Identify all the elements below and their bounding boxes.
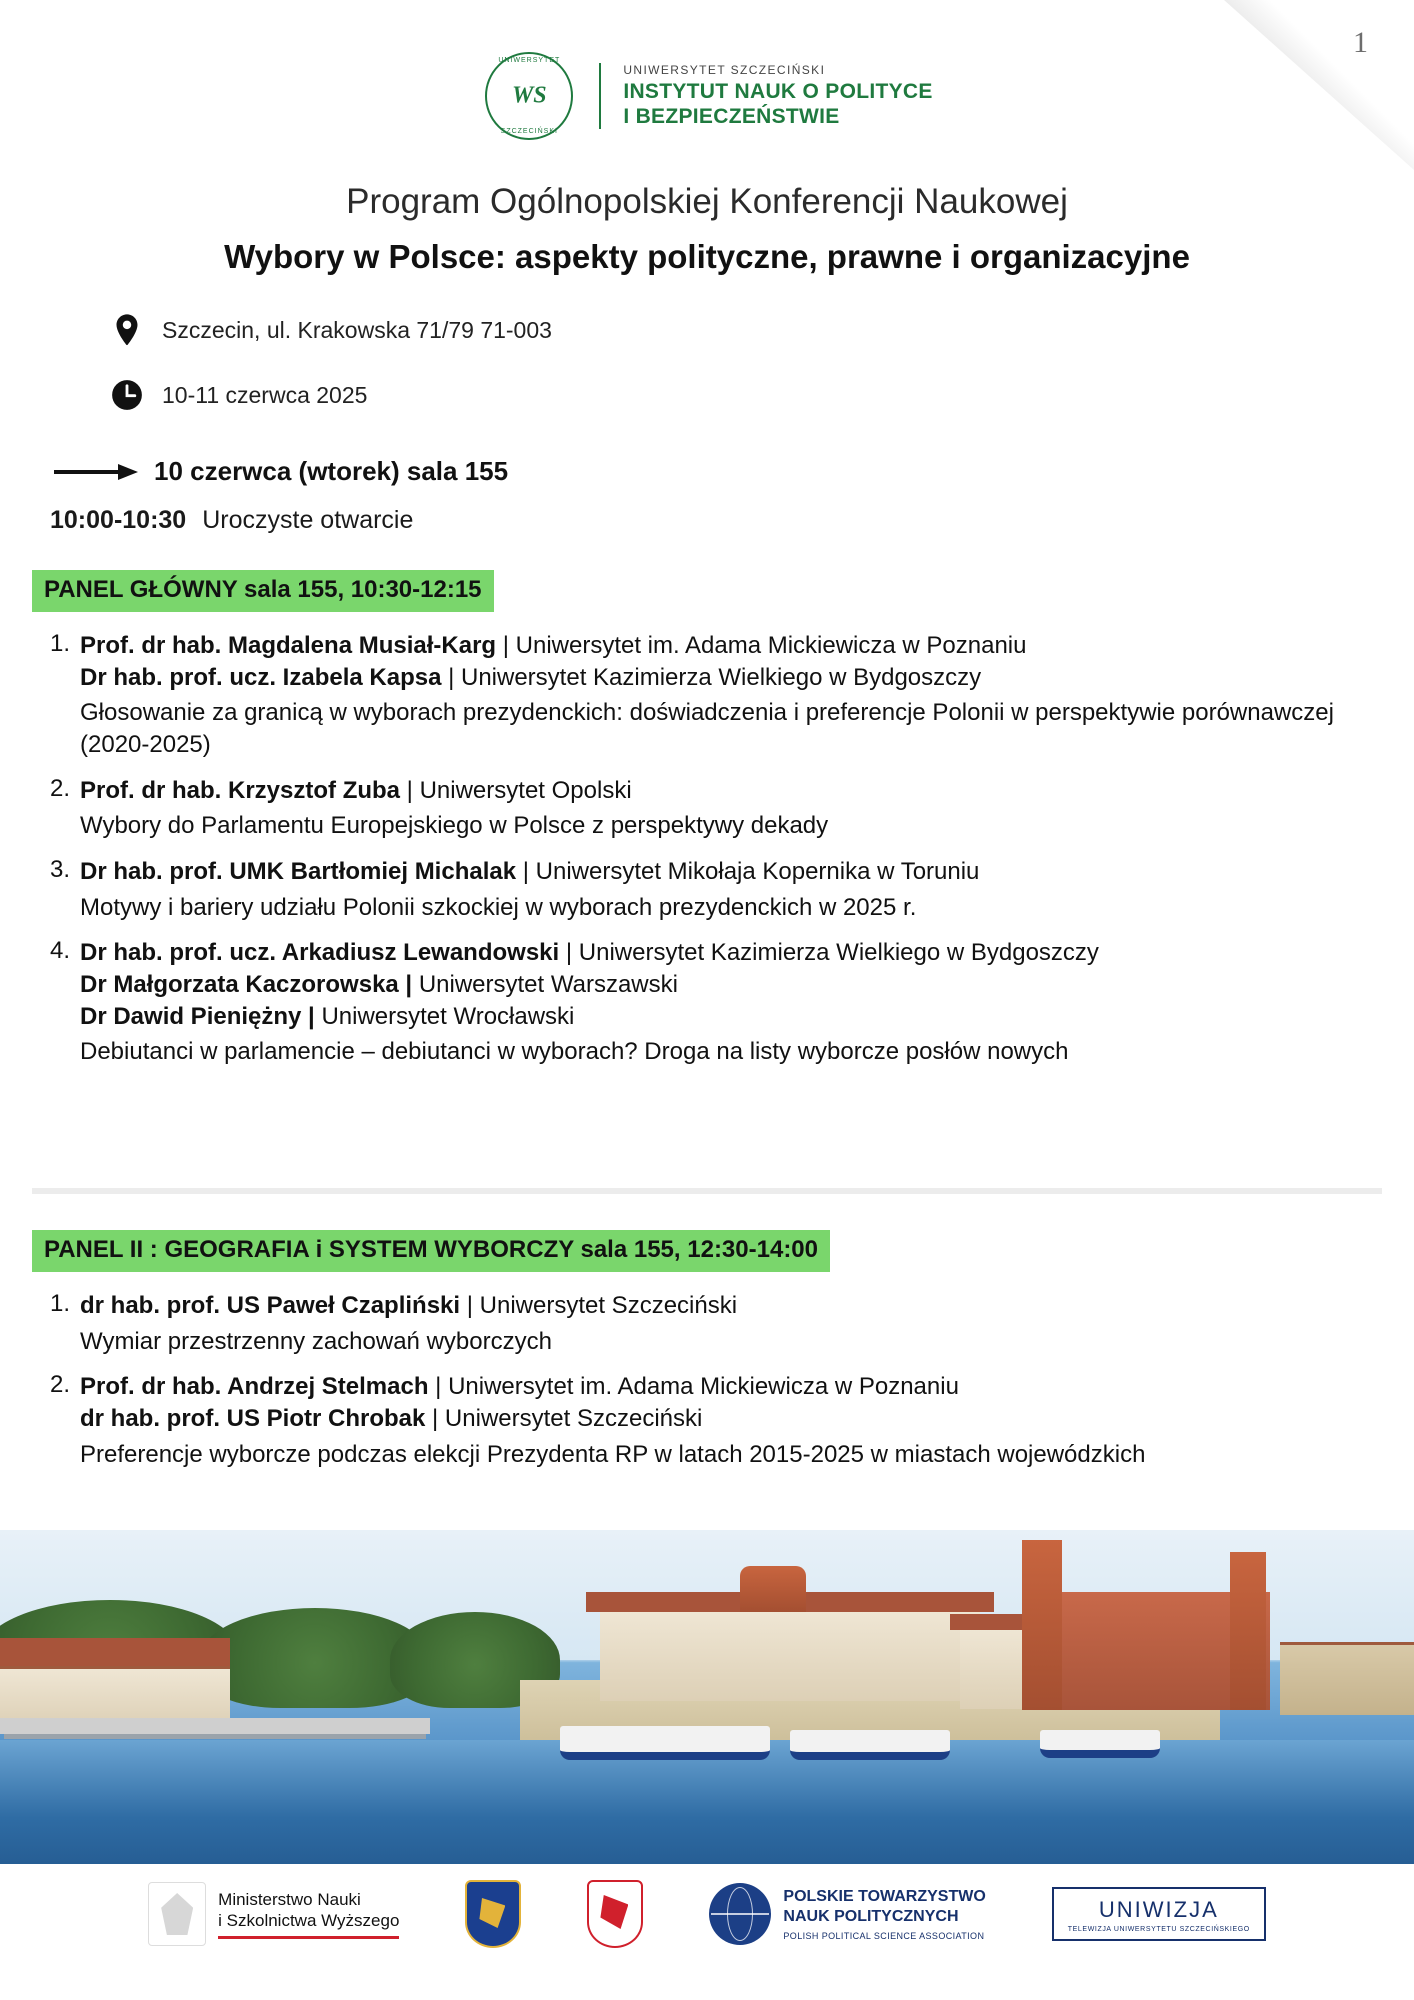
paper-title: Wybory do Parlamentu Europejskiego w Polsce z perspektywy dekady	[80, 812, 829, 840]
list-item	[34, 856, 1382, 923]
author-line	[80, 1290, 1382, 1322]
panel-2-entries	[34, 1290, 1382, 1484]
ptnp-line-2: NAUK POLITYCZNYCH	[783, 1908, 959, 1925]
entry-number: 1.	[49, 630, 70, 657]
paper-title: Debiutanci w parlamencie – debiutanci w wyborach? Droga na listy wyborcze posłów nowych	[80, 1038, 1069, 1066]
entry-number: 3.	[49, 856, 70, 884]
page-number: 1	[1353, 26, 1368, 59]
szczecin-panorama-photo	[0, 1530, 1414, 1870]
logo-divider	[599, 63, 601, 129]
entry-number: 1.	[49, 1290, 70, 1317]
uniwizja-logo	[1052, 1887, 1266, 1941]
author-line	[80, 630, 1382, 662]
panel-2-header: PANEL II : GEOGRAFIA i SYSTEM WYBORCZY sala 155, 12:30-14:00	[32, 1230, 830, 1272]
author-name: Prof. dr hab. Andrzej Stelmach	[80, 1373, 429, 1401]
uniwizja-name: UNIWIZJA	[1098, 1897, 1219, 1922]
author-line	[80, 969, 1382, 1001]
author-affiliation: | Uniwersytet im. Adama Mickiewicza w Poznaniu	[496, 632, 1027, 659]
list-item	[34, 1371, 1382, 1470]
author-line	[80, 775, 1382, 807]
section-divider	[32, 1188, 1382, 1194]
sponsor-line-2: i Szkolnictwa Wyższego	[218, 1911, 400, 1930]
paper-title: Preferencje wyborcze podczas elekcji Prezydenta RP w latach 2015-2025 w miastach wojewódzkich	[80, 1440, 1146, 1468]
herb-wojewodztwa-logo	[587, 1880, 643, 1948]
seal-monogram: WS	[511, 82, 547, 109]
opening-ceremony-row	[50, 506, 413, 535]
logo-university-line: UNIWERSYTET SZCZECIŃSKI	[623, 62, 826, 77]
author-name: Dr hab. prof. ucz. Arkadiusz Lewandowski	[80, 939, 560, 967]
author-affiliation: Uniwersytet Wrocławski	[314, 1002, 575, 1030]
list-item	[34, 630, 1382, 761]
day-heading-label: 10 czerwca (wtorek) sala 155	[154, 456, 509, 486]
list-item	[34, 775, 1382, 842]
sponsor-underline	[218, 1936, 399, 1939]
ptnp-line-3: POLISH POLITICAL SCIENCE ASSOCIATION	[783, 1931, 985, 1941]
polish-eagle-icon	[148, 1882, 206, 1946]
ptnp-line-1: POLSKIE TOWARZYSTWO	[783, 1888, 986, 1905]
arrow-right-icon	[52, 463, 138, 481]
university-seal-icon	[481, 48, 577, 144]
venue-line	[110, 313, 552, 347]
entry-number: 4.	[49, 937, 70, 965]
entry-number: 2.	[49, 774, 70, 802]
seal-arc-bottom-text: SZCZECIŃSKI	[500, 128, 558, 135]
author-name: dr hab. prof. US Piotr Chrobak	[80, 1405, 426, 1433]
sponsor-line-1: Ministerstwo Nauki	[218, 1889, 361, 1909]
author-affiliation: | Uniwersytet Opolski	[400, 776, 632, 804]
location-pin-icon	[110, 313, 144, 347]
ministerstwo-nauki-logo	[148, 1882, 399, 1946]
voivodeship-coat-of-arms-icon	[587, 1880, 643, 1948]
day-heading	[52, 456, 508, 487]
logo-institute-line-1: INSTYTUT NAUK O POLITYCE	[623, 79, 933, 103]
author-affiliation: | Uniwersytet Szczeciński	[425, 1405, 703, 1433]
author-line	[80, 1403, 1382, 1435]
author-affiliation: | Uniwersytet Kazimierza Wielkiego w Bydgoszczy	[441, 663, 982, 691]
author-affiliation: | Uniwersytet Kazimierza Wielkiego w Bydgoszczy	[559, 939, 1099, 967]
clock-icon	[110, 378, 144, 412]
author-name: Dr hab. prof. ucz. Izabela Kapsa	[80, 663, 442, 691]
author-name: Prof. dr hab. Magdalena Musiał-Karg	[80, 632, 497, 659]
author-line	[80, 1001, 1382, 1033]
szczecin-coat-of-arms-icon	[465, 1880, 521, 1948]
author-name: Dr hab. prof. UMK Bartłomiej Michalak	[80, 858, 517, 886]
herb-szczecina-logo	[465, 1880, 521, 1948]
logo-institute-line-2: I BEZPIECZEŃSTWIE	[623, 104, 840, 128]
author-name: Prof. dr hab. Krzysztof Zuba	[80, 776, 401, 804]
date-text: 10-11 czerwca 2025	[162, 381, 368, 408]
author-name: Dr Dawid Pieniężny |	[80, 1002, 315, 1030]
opening-time: 10:00-10:30	[50, 506, 187, 534]
panel-1-header: PANEL GŁÓWNY sala 155, 10:30-12:15	[32, 570, 494, 612]
author-line	[80, 662, 1382, 694]
author-affiliation: | Uniwersytet Mikołaja Kopernika w Toruniu	[516, 858, 980, 886]
author-line	[80, 1371, 1382, 1403]
seal-arc-top-text: UNIWERSYTET	[498, 57, 561, 64]
list-item	[34, 937, 1382, 1068]
venue-text: Szczecin, ul. Krakowska 71/79 71-003	[162, 316, 552, 343]
paper-title: Głosowanie za granicą w wyborach prezydenckich: doświadczenia i preferencje Polonii w perspektywie porównawczej (2020-2025)	[80, 699, 1334, 759]
paper-title: Wymiar przestrzenny zachowań wyborczych	[80, 1327, 552, 1355]
author-affiliation: Uniwersytet Warszawski	[412, 971, 678, 999]
globe-icon	[709, 1883, 771, 1945]
author-affiliation: | Uniwersytet Szczeciński	[460, 1292, 738, 1319]
author-line	[80, 937, 1382, 969]
page-title: Program Ogólnopolskiej Konferencji Naukowej	[346, 182, 1068, 221]
author-name: Dr Małgorzata Kaczorowska |	[80, 971, 413, 999]
bridge	[0, 1718, 430, 1734]
institute-logo	[0, 48, 1414, 144]
date-line	[110, 378, 367, 412]
entry-number: 2.	[49, 1371, 70, 1399]
panel-1-entries	[34, 630, 1382, 1082]
paper-title: Motywy i bariery udziału Polonii szkockiej w wyborach prezydenckich w 2025 r.	[80, 893, 917, 921]
page-subtitle: Wybory w Polsce: aspekty polityczne, prawne i organizacyjne	[224, 238, 1190, 275]
list-item	[34, 1290, 1382, 1357]
uniwizja-tagline: TELEWIZJA UNIWERSYTETU SZCZECIŃSKIEGO	[1067, 1926, 1250, 1933]
author-affiliation: | Uniwersytet im. Adama Mickiewicza w Poznaniu	[428, 1373, 959, 1401]
ptnp-logo	[709, 1883, 985, 1945]
author-name: dr hab. prof. US Paweł Czapliński	[80, 1292, 461, 1319]
sponsor-logos-bar	[0, 1864, 1414, 1964]
author-line	[80, 856, 1382, 888]
opening-label: Uroczyste otwarcie	[202, 506, 414, 534]
